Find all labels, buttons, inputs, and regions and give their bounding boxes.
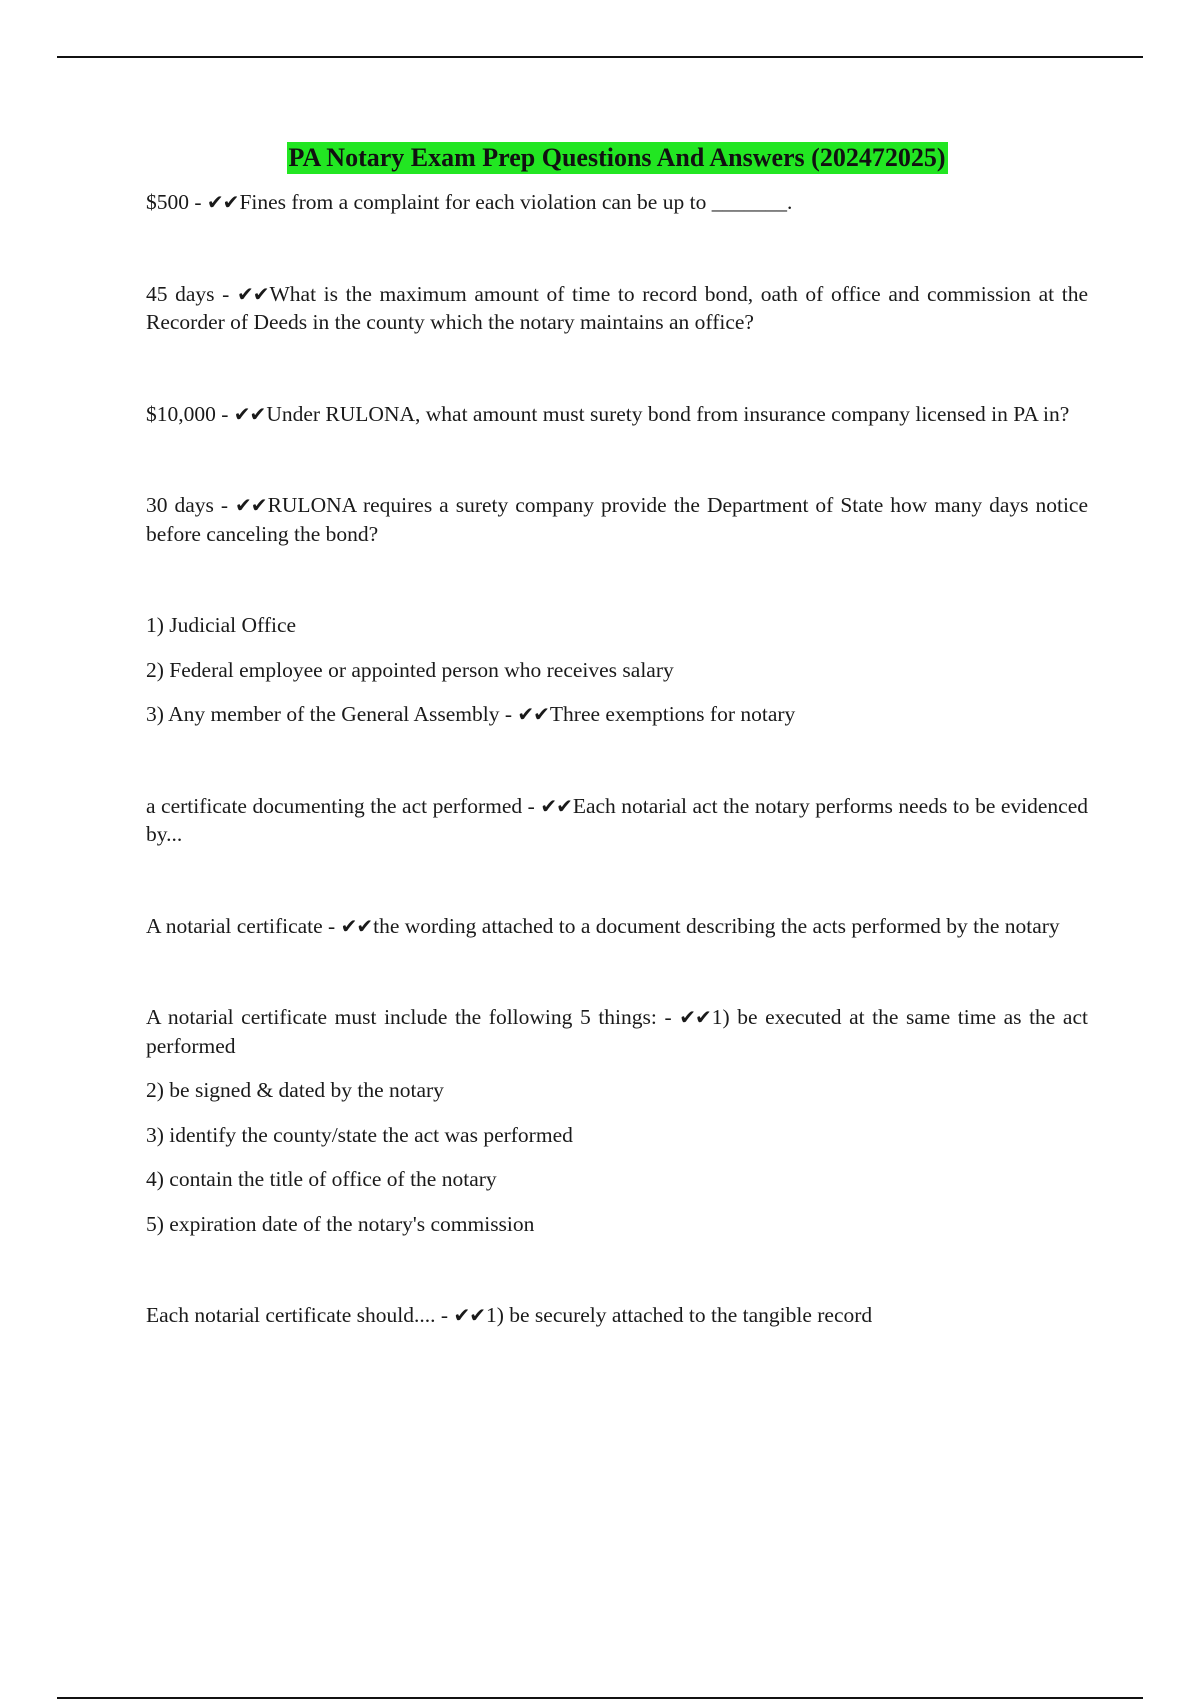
question-text: Each notarial act the notary performs needs to be evidenced by... xyxy=(146,793,1089,846)
answer-text: Each notarial certificate should.... - xyxy=(146,1303,454,1327)
question-text: Under RULONA, what amount must surety bond from insurance company licensed in PA in? xyxy=(266,401,1070,426)
qa-entry xyxy=(146,280,1088,337)
qa-text xyxy=(146,188,1088,217)
question-text: RULONA requires a surety company provide the Department of State how many days notice before canceling the bond? xyxy=(146,493,1089,546)
check-mark-icon: ✔✔ xyxy=(233,401,266,426)
answer-text: $500 - xyxy=(146,190,207,214)
question-text: Fines from a complaint for each violation can be up to _______. xyxy=(239,190,793,214)
qa-text xyxy=(146,400,1088,429)
answer-text: 45 days - xyxy=(146,281,237,306)
answer-text: 30 days - xyxy=(146,493,236,517)
answer-text: A notarial certificate must include the following 5 things: - xyxy=(146,1005,680,1029)
bottom-rule xyxy=(57,1697,1143,1699)
title-block xyxy=(146,142,1088,174)
question-text: 1) be securely attached to the tangible record xyxy=(485,1303,873,1327)
answer-text: 3) Any member of the General Assembly - xyxy=(146,702,518,726)
qa-entry xyxy=(146,400,1088,429)
document-title: PA Notary Exam Prep Questions And Answers (202472025) xyxy=(288,143,946,172)
qa-entry-list xyxy=(146,611,1088,729)
document-body xyxy=(146,142,1088,1330)
check-mark-icon: ✔✔ xyxy=(540,793,572,818)
qa-text xyxy=(146,700,1088,729)
check-mark-icon: ✔✔ xyxy=(206,190,239,214)
qa-entry xyxy=(146,491,1088,548)
qa-entry xyxy=(146,792,1088,849)
qa-text xyxy=(146,1003,1088,1060)
question-text: the wording attached to a document describing the acts performed by the notary xyxy=(373,913,1060,938)
list-item: 2) be signed & dated by the notary xyxy=(146,1078,444,1102)
qa-text xyxy=(146,912,1088,941)
check-mark-icon: ✔✔ xyxy=(340,913,373,938)
qa-text xyxy=(146,491,1088,548)
answer-line: 2) Federal employee or appointed person who receives salary xyxy=(146,657,674,682)
check-mark-icon: ✔✔ xyxy=(679,1005,711,1029)
qa-entry xyxy=(146,912,1088,941)
qa-text xyxy=(146,280,1088,337)
qa-text xyxy=(146,792,1088,849)
answer-line: 1) Judicial Office xyxy=(146,613,297,637)
top-rule xyxy=(57,56,1143,58)
answer-text: A notarial certificate - xyxy=(146,913,341,938)
question-text: What is the maximum amount of time to record bond, oath of office and commission at the Recorder of Deeds in the county which the notary maintains an office? xyxy=(146,281,1088,334)
check-mark-icon: ✔✔ xyxy=(453,1303,485,1327)
list-item: 4) contain the title of office of the notary xyxy=(146,1167,497,1191)
question-text: Three exemptions for notary xyxy=(549,702,796,726)
answer-text: a certificate documenting the act performed - xyxy=(146,793,541,818)
qa-text xyxy=(146,1301,1088,1330)
check-mark-icon: ✔✔ xyxy=(235,493,267,517)
answer-text: $10,000 - xyxy=(146,401,234,426)
qa-entry-list xyxy=(146,1003,1088,1238)
qa-entry xyxy=(146,188,1088,217)
question-text: 1) be executed at the same time as the act performed xyxy=(146,1005,1088,1058)
qa-entry xyxy=(146,1301,1088,1330)
list-item: 5) expiration date of the notary's commission xyxy=(146,1211,535,1236)
check-mark-icon: ✔✔ xyxy=(236,281,269,306)
check-mark-icon: ✔✔ xyxy=(517,702,549,726)
list-item: 3) identify the county/state the act was performed xyxy=(146,1122,573,1147)
